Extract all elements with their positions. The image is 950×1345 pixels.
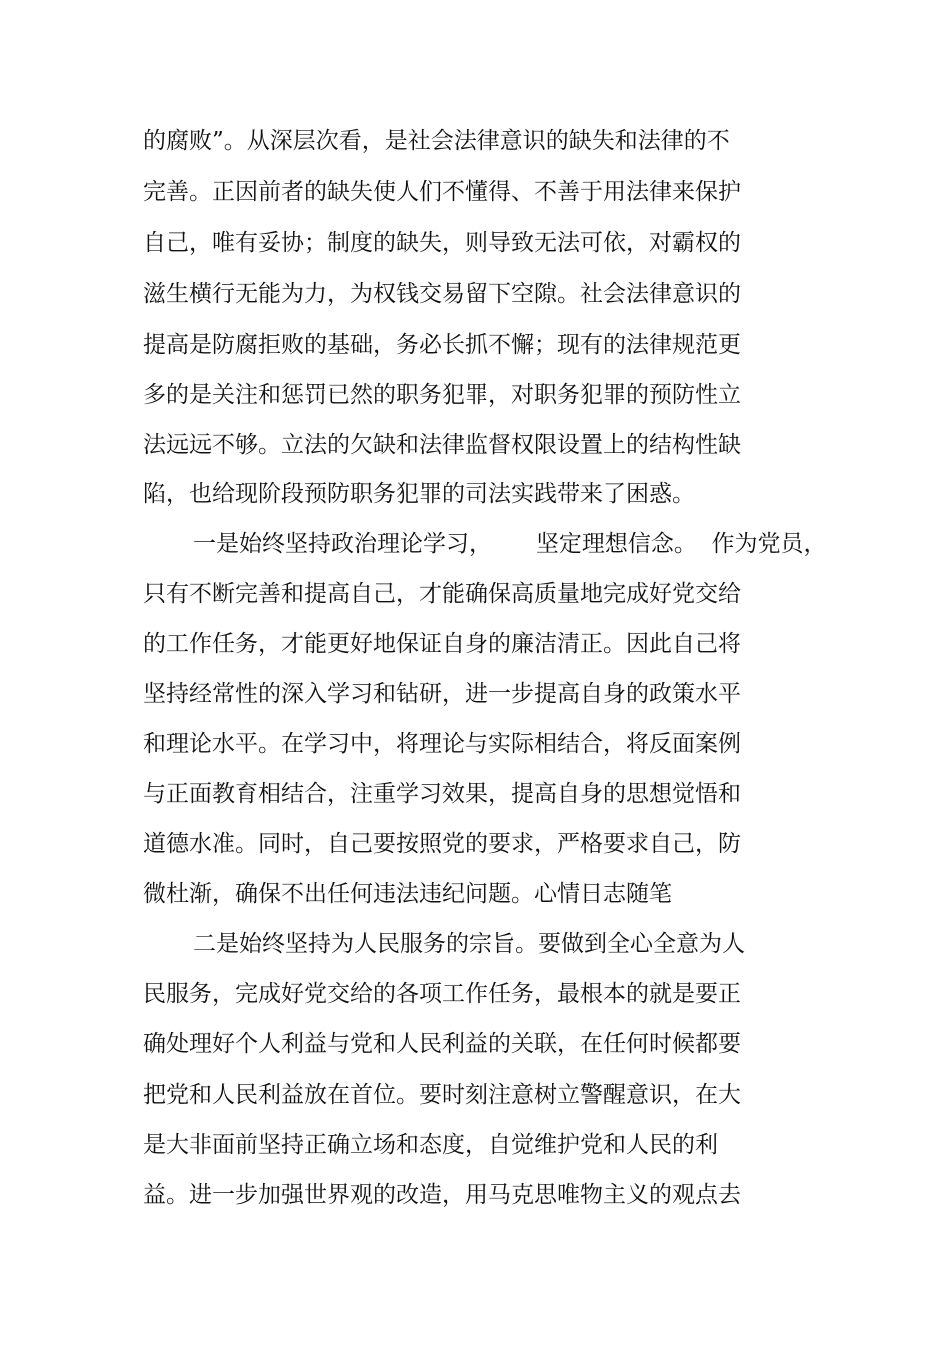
text-line: 陷，也给现阶段预防职务犯罪的司法实践带来了困惑。 bbox=[143, 481, 695, 507]
text-line: 的工作任务，才能更好地保证自身的廉洁清正。因此自己将 bbox=[143, 631, 741, 657]
text-line: 益。进一步加强世界观的改造，用马克思唯物主义的观点去 bbox=[143, 1182, 741, 1208]
text-line: 与正面教育相结合，注重学习效果，提高自身的思想觉悟和 bbox=[143, 781, 741, 807]
text-line: 确处理好个人利益与党和人民利益的关联，在任何时候都要 bbox=[143, 1031, 741, 1057]
text-line: 只有不断完善和提高自己，才能确保高质量地完成好党交给 bbox=[143, 581, 741, 607]
text-line: 微杜渐，确保不出任何违法违纪问题。心情日志随笔 bbox=[143, 881, 672, 907]
text-line: 坚持经常性的深入学习和钻研，进一步提高自身的政策水平 bbox=[143, 681, 741, 707]
text-line: 滋生横行无能为力，为权钱交易留下空隙。社会法律意识的 bbox=[143, 281, 741, 307]
text-line: 多的是关注和惩罚已然的职务犯罪，对职务犯罪的预防性立 bbox=[143, 382, 741, 408]
text-line: 和理论水平。在学习中，将理论与实际相结合，将反面案例 bbox=[143, 731, 741, 757]
text-line: 民服务，完成好党交给的各项工作任务，最根本的就是要正 bbox=[143, 981, 741, 1007]
text-line: 把党和人民利益放在首位。要时刻注意树立警醒意识，在大 bbox=[143, 1082, 741, 1108]
paragraph-first-line: 二是始终坚持为人民服务的宗旨。要做到全心全意为人 bbox=[193, 931, 745, 957]
text-line: 法远远不够。立法的欠缺和法律监督权限设置上的结构性缺 bbox=[143, 432, 741, 458]
text-line: 是大非面前坚持正确立场和态度，自觉维护党和人民的利 bbox=[143, 1132, 718, 1158]
text-line: 的腐败”。从深层次看，是社会法律意识的缺失和法律的不 bbox=[143, 128, 730, 154]
text-line: 自己，唯有妥协；制度的缺失，则导致无法可依，对霸权的 bbox=[143, 230, 741, 256]
paragraph-first-line: 一是始终坚持政治理论学习， 坚定理想信念。 作为党员， bbox=[193, 531, 827, 557]
text-line: 提高是防腐拒败的基础，务必长抓不懈；现有的法律规范更 bbox=[143, 332, 741, 358]
text-line: 完善。正因前者的缺失使人们不懂得、不善于用法律来保护 bbox=[143, 179, 741, 205]
text-line: 道德水准。同时，自己要按照党的要求，严格要求自己，防 bbox=[143, 831, 741, 857]
